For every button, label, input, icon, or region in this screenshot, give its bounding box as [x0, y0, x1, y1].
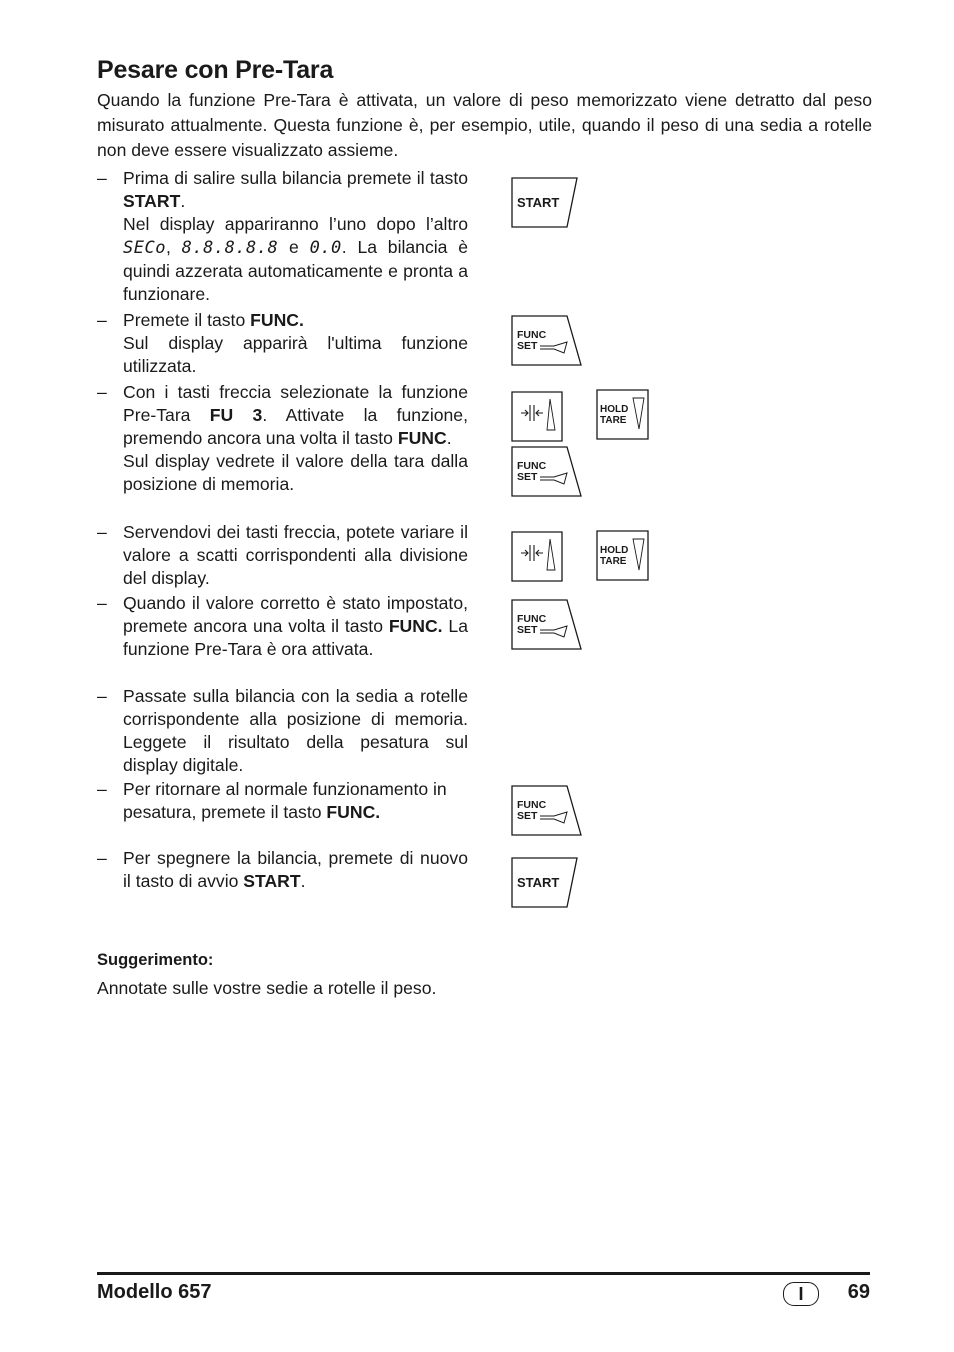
hold-tare-key-icon — [596, 530, 652, 582]
start-key-icon — [511, 177, 579, 229]
step-2 — [97, 309, 468, 378]
svg-text:SET: SET — [517, 471, 538, 483]
svg-text:SET: SET — [517, 624, 538, 636]
svg-text:SET: SET — [517, 340, 538, 352]
step-2-text: Premete il tasto FUNC. — [123, 310, 304, 330]
list-dash: – — [97, 168, 107, 188]
step-3-text: Con i tasti freccia selezionate la funzione Pre-Tara FU 3. Attivate la funzione, premendo ancora una volta il tasto FUNC. — [123, 382, 468, 448]
display-00: 0.0 — [309, 238, 342, 258]
svg-text:HOLD: HOLD — [600, 545, 629, 556]
list-dash: – — [97, 848, 107, 868]
svg-text:START: START — [517, 875, 560, 890]
svg-text:FUNC: FUNC — [517, 799, 547, 811]
step-7 — [97, 778, 468, 824]
list-dash: – — [97, 593, 107, 613]
step-5-text: Quando il valore corretto è stato impostato, premete ancora una volta il tasto FUNC. La funzione Pre-Tara è ora attivata. — [123, 593, 468, 659]
svg-text:SET: SET — [517, 810, 538, 822]
language-badge: I — [783, 1282, 819, 1306]
step-8 — [97, 847, 468, 893]
start-key-icon — [511, 857, 579, 909]
display-88888: 8.8.8.8.8 — [181, 238, 279, 258]
svg-text:TARE: TARE — [600, 415, 627, 426]
step-5 — [97, 592, 468, 661]
step-1-detail: Nel display appariranno l’uno dopo l’altro SECo, 8.8.8.8.8 e 0.0. La bilancia è quindi azzerata automaticamente e pronta a funzionare. — [123, 214, 469, 304]
step-2-detail: Sul display apparirà l'ultima funzione utilizzata. — [123, 333, 468, 376]
func-set-key-icon — [511, 785, 583, 837]
svg-text:HOLD: HOLD — [600, 404, 629, 415]
svg-text:FUNC: FUNC — [517, 329, 547, 341]
list-dash: – — [97, 779, 107, 799]
step-4 — [97, 521, 468, 590]
footer-divider — [97, 1272, 870, 1275]
page-number: 69 — [847, 1281, 870, 1303]
step-3-detail: Sul display vedrete il valore della tara dalla posizione di memoria. — [123, 451, 468, 494]
page-title: Pesare con Pre-Tara — [97, 56, 334, 84]
svg-text:FUNC: FUNC — [517, 613, 547, 625]
step-6 — [97, 685, 468, 777]
step-3 — [97, 381, 468, 496]
step-7-text: Per ritornare al normale funzionamento in pesatura, premete il tasto FUNC. — [123, 779, 447, 822]
func-set-key-icon — [511, 315, 583, 367]
func-set-key-icon — [511, 599, 583, 651]
func-set-key-icon — [511, 446, 583, 498]
footer-model: Modello 657 — [97, 1281, 212, 1303]
svg-text:TARE: TARE — [600, 556, 627, 567]
tip-title: Suggerimento: — [97, 951, 214, 969]
intro-paragraph: Quando la funzione Pre-Tara è attivata, un valore di peso memorizzato viene detratto dal peso misurato attualmente. Questa funzione è, per esempio, utile, quando il peso di una sedia a rotelle non deve essere visualizzato assieme. — [97, 90, 872, 160]
svg-text:START: START — [517, 195, 560, 210]
list-dash: – — [97, 522, 107, 542]
step-1-text: Prima di salire sulla bilancia premete il tasto START. — [123, 168, 468, 211]
step-6-text: Passate sulla bilancia con la sedia a rotelle corrispondente alla posizione di memoria. Leggete il risultato della pesatura sul display digitale. — [123, 686, 468, 775]
arrow-key-icon — [511, 391, 565, 443]
tip-text: Annotate sulle vostre sedie a rotelle il peso. — [97, 978, 437, 998]
step-1 — [97, 167, 468, 306]
list-dash: – — [97, 310, 107, 330]
hold-tare-key-icon — [596, 389, 652, 441]
list-dash: – — [97, 686, 107, 706]
step-8-text: Per spegnere la bilancia, premete di nuovo il tasto di avvio START. — [123, 848, 468, 891]
step-4-text: Servendovi dei tasti freccia, potete variare il valore a scatti corrispondenti alla divisione del display. — [123, 522, 468, 588]
arrow-key-icon — [511, 531, 565, 583]
svg-text:FUNC: FUNC — [517, 460, 547, 472]
list-dash: – — [97, 382, 107, 402]
display-seco: SECo — [123, 238, 166, 258]
